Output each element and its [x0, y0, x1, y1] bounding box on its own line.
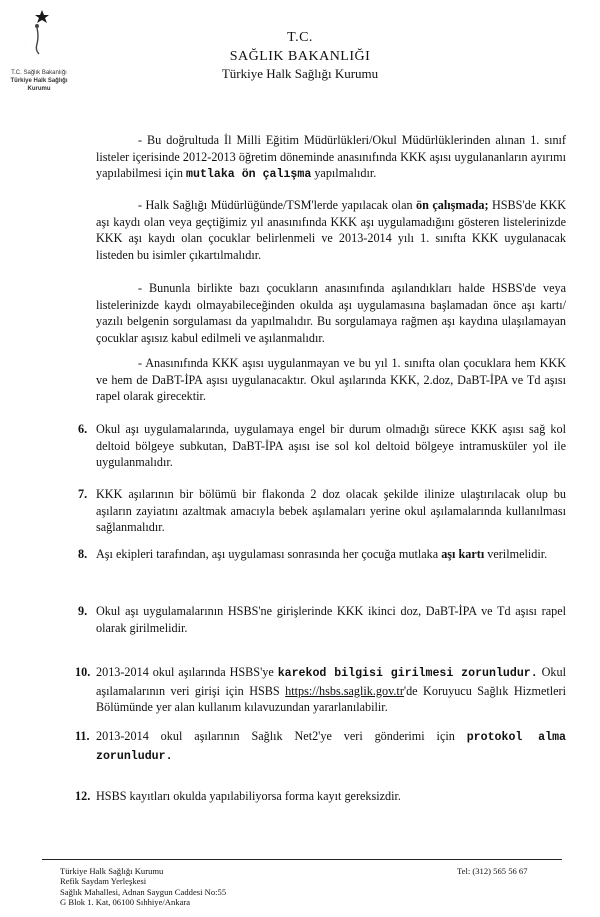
text-run: KKK aşılarının bir bölümü bir flakonda 2 doz olacak şekilde ilinize ulaştırılacak olup bu aşıların zayiatını azaltmak amacıyla bebek aşılamaları yerine okul aşılamalarında kullanılması sağlanmalıdır. — [96, 487, 566, 535]
footer-phone: Tel: (312) 565 56 67 — [457, 866, 528, 876]
text-run: Okul aşılamalarının veri girişi için HSBS — [96, 665, 566, 698]
logo-caption-2: Türkiye Halk Sağlığı — [10, 78, 68, 84]
text-run: 'de Koruyucu Sağlık Hizmetleri Bölümünde yer alan kullanım kılavuzundan yararlanılabilir. — [96, 683, 566, 715]
text-run: 2013-2014 okul aşılarında HSBS'ye — [96, 665, 278, 679]
footer-address — [60, 866, 226, 908]
item-number-12: 12. — [75, 789, 91, 803]
item-6-text — [96, 421, 566, 471]
intro-paragraph-3 — [96, 280, 566, 346]
emphasis-text: ön çalışmada; — [416, 198, 489, 212]
text-run: verilmelidir. — [484, 547, 548, 561]
text-run: 2013-2014 okul aşılarının Sağlık Net2'ye veri gönderimi için — [96, 729, 467, 743]
footer-line: Türkiye Halk Sağlığı Kurumu — [60, 866, 164, 876]
text-run: Okul aşı uygulamalarında, uygulamaya engel bir durum olmadığı sürece KKK aşısı sağ kol deltoid bölgeye subkutan, DaBT-İPA aşısı ise sol kol deltoid bölgeye intramusküler yol ile uygulanmalıdır. — [96, 422, 566, 470]
header-institution: Türkiye Halk Sağlığı Kurumu — [221, 66, 379, 81]
item-10-text — [96, 664, 566, 716]
emphasis-text: protokol alma zorunludur. — [96, 731, 566, 763]
footer-line: Sağlık Mahallesi, Adnan Saygun Caddesi No:55 — [60, 886, 227, 897]
item-number-8: 8. — [78, 547, 88, 561]
emphasis-text: karekod bilgisi girilmesi zorunludur. — [277, 667, 538, 680]
item-number-10: 10. — [75, 665, 91, 679]
item-12-text — [96, 788, 566, 805]
item-8-text — [96, 546, 566, 563]
item-number-6: 6. — [78, 422, 88, 436]
emphasis-text: aşı kartı — [441, 547, 485, 561]
text-run: HSBS kayıtları okulda yapılabiliyorsa forma kayıt gereksizdir. — [96, 789, 401, 803]
item-number-9: 9. — [78, 604, 88, 618]
text-run: - Bu doğrultuda İl Milli Eğitim Müdürlükleri/Okul Müdürlüklerinden alınan 1. sınıf listeler içerisinde 2012-2013 öğretim döneminde anasınıfında KKK aşısı uygulananların ayırımı yapılabilmesi için — [96, 133, 566, 181]
intro-paragraph-2 — [96, 197, 566, 263]
text-run: Aşı ekipleri tarafından, aşı uygulaması sonrasında her çocuğa mutlaka — [96, 547, 442, 561]
text-run: - Anasınıfında KKK aşısı uygulanmayan ve bu yıl 1. sınıfta olan çocuklara hem KKK ve hem de DaBT-İPA aşısı uygulanacaktır. Okul aşılarında KKK, 2.doz, DaBT-İPA ve Td aşısı rapel olarak girecektir. — [96, 356, 566, 404]
text-run: Okul aşı uygulamalarının HSBS'ne girişlerinde KKK ikinci doz, DaBT-İPA ve Td aşısı rapel olarak girilmelidir. — [96, 604, 566, 635]
item-number-7: 7. — [78, 487, 88, 501]
emphasis-text: mutlaka ön çalışma — [186, 168, 312, 182]
hsbs-link[interactable]: https://hsbs.saglik.gov.tr — [285, 683, 404, 698]
footer-line: G Blok 1. Kat, 06100 Sıhhiye/Ankara — [60, 897, 191, 908]
item-9-text — [96, 603, 566, 636]
intro-paragraph-1 — [96, 132, 566, 184]
header-ministry: SAĞLIK BAKANLIĞI — [229, 49, 371, 64]
item-number-11: 11. — [75, 729, 90, 743]
text-run: - Halk Sağlığı Müdürlüğünde/TSM'lerde yapılacak olan — [138, 198, 417, 212]
text-run: - Bununla birlikte bazı çocukların anasınıfında aşılandıkları halde HSBS'de veya listelerinizde kaydı olmayabileceğinden okulda aşı uygulamasına başlamadan önce aşı kartı/ yazılı belgenin sorgulaması da yapılmalıdır. Bu sorgulamaya rağmen aşı kaydına ulaşılamayan çocuklar aşısız kabul edilmeli ve aşılanmalıdır. — [96, 281, 566, 345]
item-11-text — [96, 728, 566, 765]
footer-divider — [42, 859, 562, 860]
text-run: HSBS'de KKK aşı kaydı olan veya geçtiğimiz yıl anasınıfında KKK aşı uygulamadığını gösteren listelerinizde KKK aşı kaydı olan çocuklar belirlenmeli ve 2013-2014 yılı 1. sınıfta KKK uygulanacak listeden bu isimler çıkartılmalıdır. — [96, 198, 566, 262]
text-run: yapılmalıdır. — [311, 166, 377, 181]
item-7-text — [96, 486, 566, 536]
header-country: T.C. — [287, 30, 313, 45]
logo-caption-1: T.C. Sağlık Bakanlığı — [11, 70, 67, 76]
footer-line: Refik Saydam Yerleşkesi — [60, 876, 147, 887]
intro-paragraph-4 — [96, 355, 566, 405]
logo-caption-3: Kurumu — [27, 86, 51, 92]
